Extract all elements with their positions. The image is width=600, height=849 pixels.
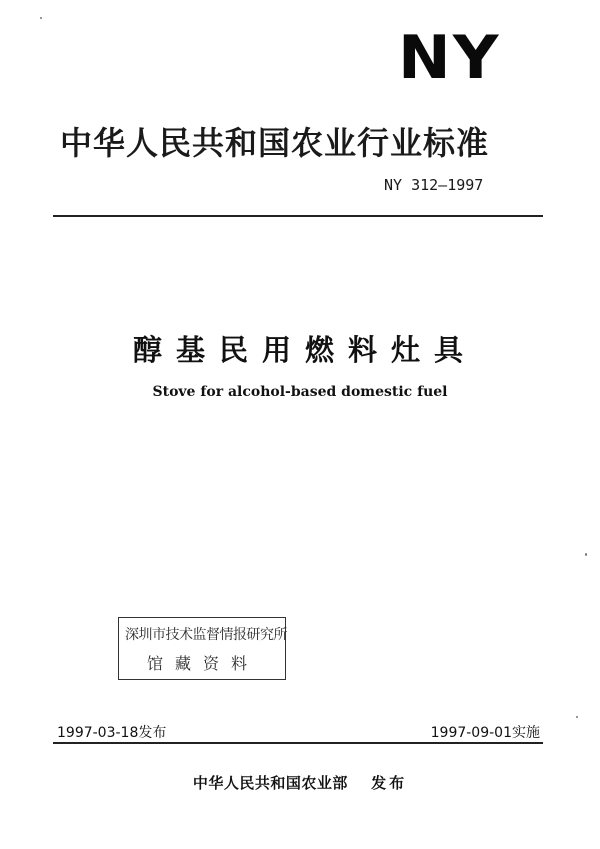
publisher-action: 发布: [371, 774, 408, 792]
top-divider: [53, 215, 543, 217]
ny-logo: NY: [398, 23, 501, 93]
stamp-line-collection: 馆藏资料: [147, 654, 260, 673]
scan-speck: [585, 553, 587, 556]
standard-number: NY 312—1997: [384, 176, 484, 194]
bottom-divider: [53, 742, 543, 744]
stamp-line-institute: 深圳市技术监督情报研究所: [125, 627, 287, 643]
library-stamp: [118, 617, 286, 680]
scan-speck: [576, 716, 578, 718]
standard-category-title: 中华人民共和国农业行业标准: [60, 124, 490, 162]
publisher-department: 中华人民共和国农业部: [192, 774, 348, 792]
issue-date: 1997-03-18发布: [57, 725, 167, 741]
publisher-line: [0, 772, 600, 793]
document-title-zh: 醇基民用燃料灶具: [132, 333, 477, 367]
implementation-date: 1997-09-01实施: [430, 725, 540, 741]
scan-speck: [40, 17, 42, 19]
document-title-en: Stove for alcohol-based domestic fuel: [152, 384, 448, 400]
